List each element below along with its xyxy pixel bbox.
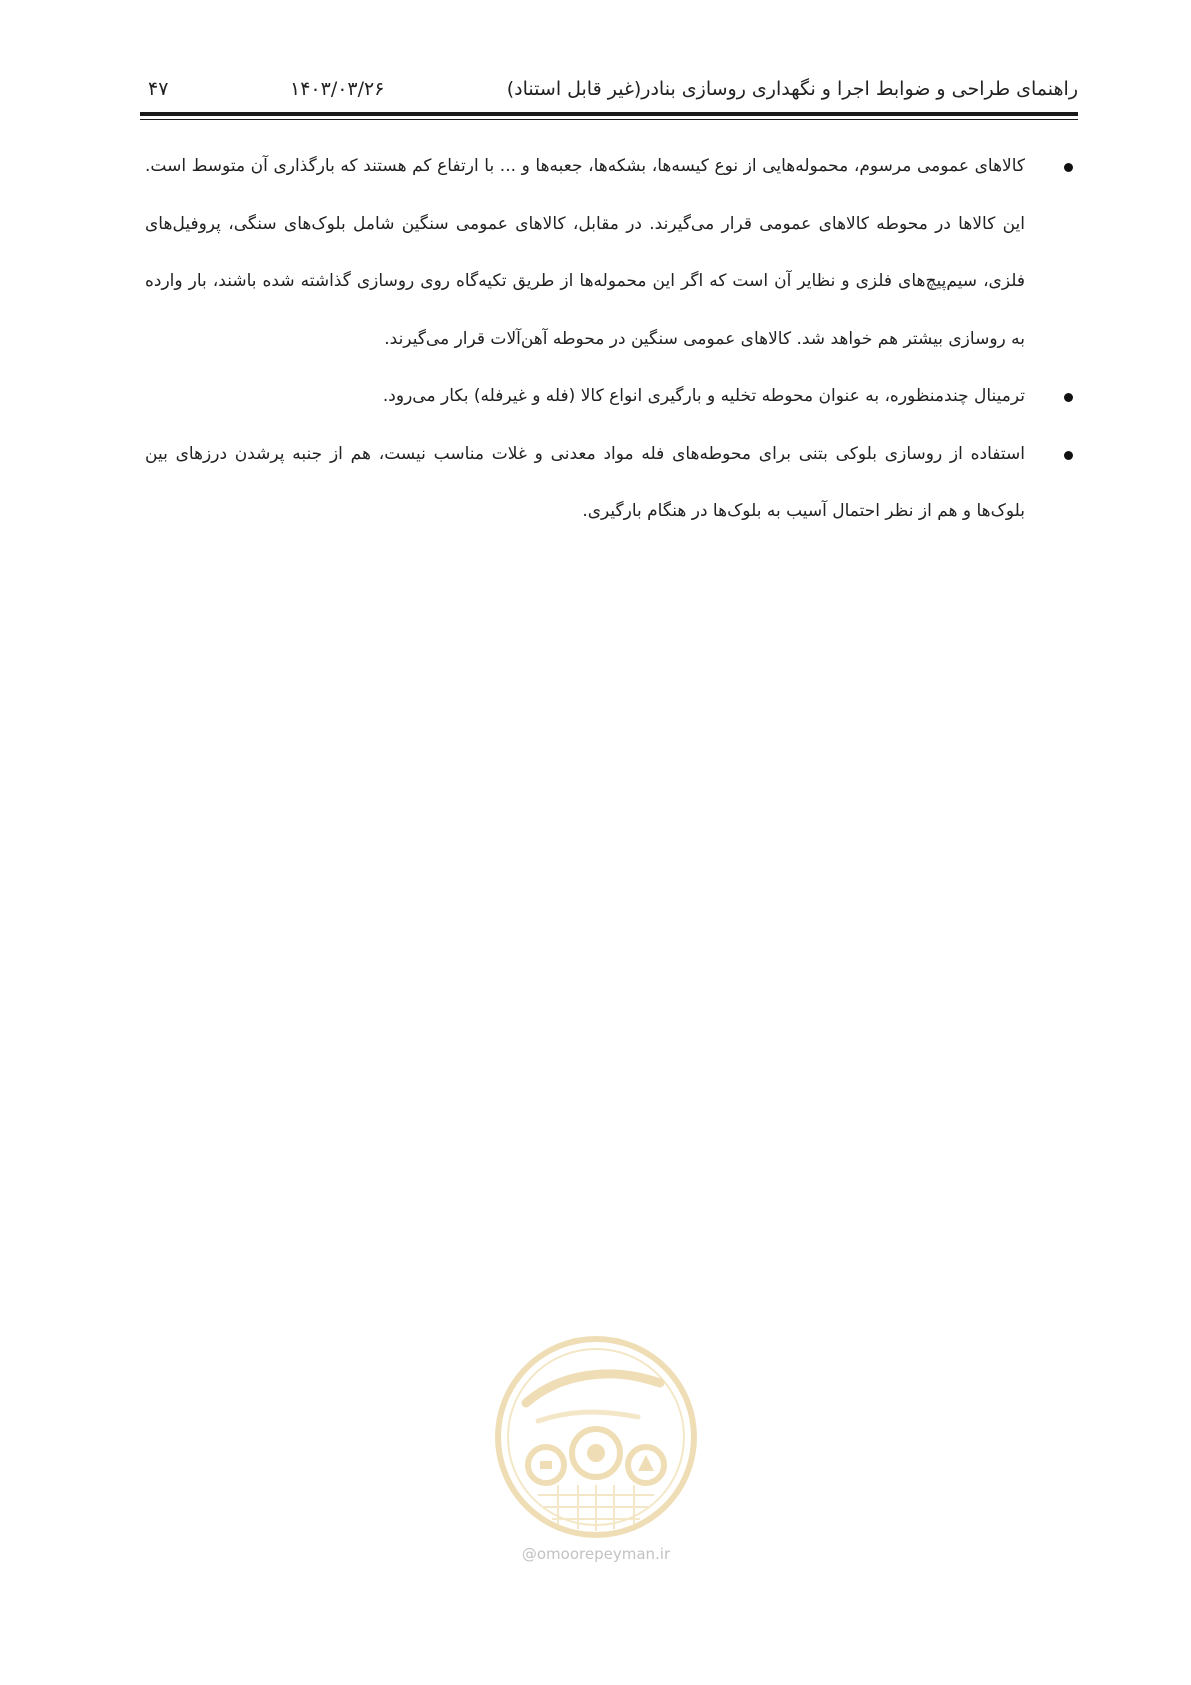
header-rule-thick — [140, 112, 1078, 116]
bullet-icon — [1064, 163, 1073, 172]
bullet-text: کالاهای عمومی مرسوم، محموله‌هایی از نوع کیسه‌ها، بشکه‌ها، جعبه‌ها و ... با ارتفاع کم هستند که بارگذاری آن متوسط است. این کالاها در محوطه کالاهای عمومی قرار می‌گیرند. در مقابل، کالاهای عمومی سنگین شامل بلوک‌های سنگی، پروفیل‌های فلزی، سیم‌پیچ‌های فلزی و نظایر آن است که اگر این محموله‌ها از طریق تکیه‌گاه روی روسازی گذاشته شده باشند، بار وارده به روسازی بیشتر هم خواهد شد. کالاهای عمومی سنگین در محوطه آهن‌آلات قرار می‌گیرند. — [145, 156, 1025, 349]
document-title: راهنمای طراحی و ضوابط اجرا و نگهداری روسازی بنادر(غیر قابل استناد) — [506, 78, 1078, 100]
document-date: ۱۴۰۳/۰۳/۲۶ — [290, 78, 385, 100]
page-header — [140, 74, 1078, 104]
watermark-url: @omoorepeyman.ir — [521, 1545, 671, 1563]
bullet-item-multipurpose-terminal — [145, 368, 1073, 426]
page-number: ۴۷ — [148, 78, 169, 100]
watermark-logo-icon — [488, 1325, 704, 1550]
body-content — [145, 138, 1073, 541]
bullet-icon — [1064, 451, 1073, 460]
bullet-text: استفاده از روسازی بلوکی بتنی برای محوطه‌های فله مواد معدنی و غلات مناسب نیست، هم از جنبه پرشدن درزهای بین بلوک‌ها و هم از نظر احتمال آسیب به بلوک‌ها در هنگام بارگیری. — [145, 443, 1025, 521]
bullet-text: ترمینال چندمنظوره، به عنوان محوطه تخلیه و بارگیری انواع کالا (فله و غیرفله) بکار می‌رود. — [382, 386, 1025, 406]
bullet-icon — [1064, 393, 1073, 402]
bullet-item-general-cargo — [145, 138, 1073, 368]
header-rule-thin — [140, 119, 1078, 120]
bullet-item-concrete-block-paving — [145, 426, 1073, 541]
